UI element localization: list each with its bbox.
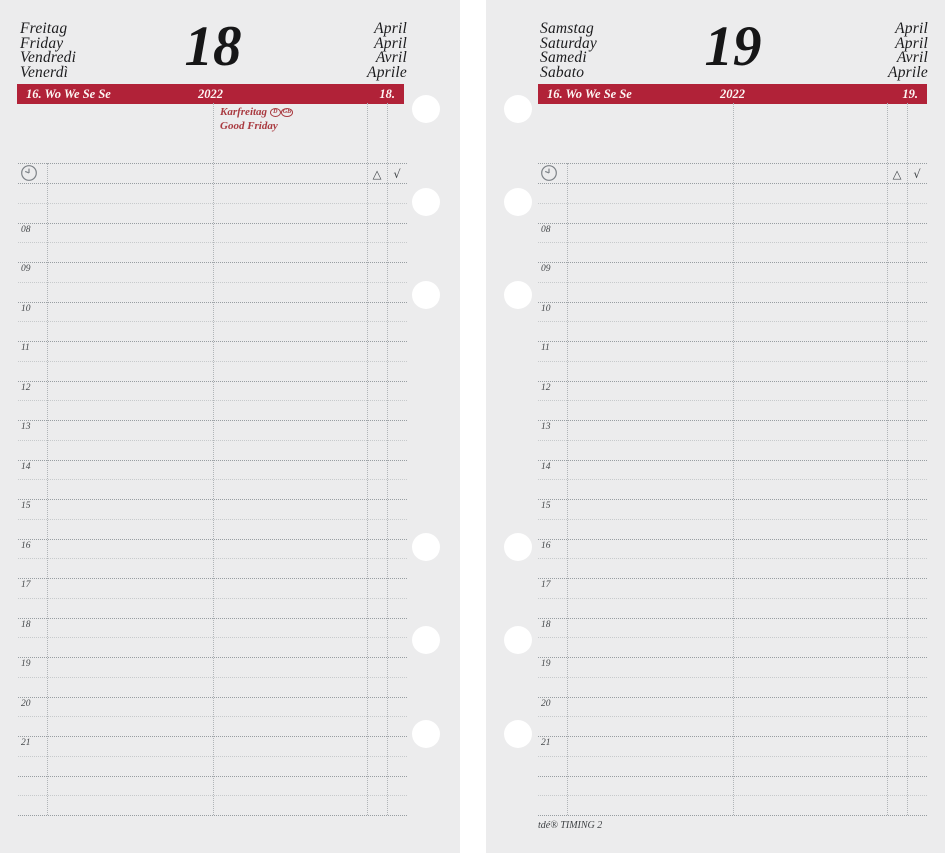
done-check-icon: √ <box>913 167 921 181</box>
grid-rule-line <box>18 578 407 579</box>
grid-rule-line <box>18 716 407 717</box>
hour-label: 13 <box>541 422 551 432</box>
grid-rule-line <box>538 795 927 796</box>
hour-label: 12 <box>21 382 31 393</box>
hour-label: 18 <box>541 619 551 630</box>
grid-rule-line <box>18 302 407 303</box>
grid-rule-line <box>538 282 927 283</box>
grid-rule-line <box>538 657 927 658</box>
grid-rule-line <box>18 203 407 204</box>
grid-rule-line <box>18 242 407 243</box>
day-name-it: Venerdì <box>20 63 69 81</box>
grid-rule-line <box>18 776 407 777</box>
grid-rule-line <box>18 341 407 342</box>
hour-label: 08 <box>21 224 31 235</box>
month-name-de: April <box>895 20 928 37</box>
hour-label: 21 <box>541 738 551 748</box>
day-name-de: Freitag <box>20 20 68 37</box>
planner-page-right <box>486 0 945 853</box>
day-names <box>540 22 597 80</box>
grid-rule-line <box>538 519 927 520</box>
grid-rule-line <box>18 163 407 164</box>
day-name-fr: Samedi <box>540 49 587 66</box>
grid-rule-line <box>18 539 407 540</box>
year-label: 2022 <box>198 86 223 101</box>
grid-rule-line <box>18 183 407 184</box>
grid-rule-line <box>18 637 407 638</box>
grid-rule-line <box>538 578 927 579</box>
priority-triangle-icon: △ <box>372 167 382 181</box>
hour-label: 12 <box>541 382 551 393</box>
year-label: 2022 <box>720 86 745 101</box>
month-name-en: April <box>895 34 928 52</box>
hour-label: 15 <box>541 501 551 511</box>
punch-hole <box>504 188 532 216</box>
grid-rule-line <box>538 262 927 263</box>
punch-hole <box>412 188 440 216</box>
hour-label: 13 <box>21 422 31 432</box>
month-name-fr: Avril <box>896 49 928 66</box>
grid-rule-line <box>538 697 927 698</box>
grid-rule-line <box>18 223 407 224</box>
holiday-line-1: Karfreitag D GB <box>220 106 292 118</box>
punch-hole <box>412 626 440 654</box>
punch-hole <box>504 281 532 309</box>
grid-rule-line <box>538 539 927 540</box>
hour-label: 19 <box>541 659 551 669</box>
month-name-fr: Avril <box>375 49 407 66</box>
grid-rule-line <box>538 361 927 362</box>
hour-label: 20 <box>541 698 551 709</box>
day-names <box>20 22 76 80</box>
week-label: 16. Wo We Se Se <box>26 86 111 101</box>
grid-rule-line <box>538 736 927 737</box>
grid-rule-line <box>18 677 407 678</box>
grid-rule-line <box>18 381 407 382</box>
brand-footer: tdé® TIMING 2 <box>538 820 603 831</box>
grid-rule-line <box>538 618 927 619</box>
date-label: 18. <box>379 86 395 101</box>
grid-rule-line <box>18 361 407 362</box>
day-name-en: Friday <box>20 34 64 52</box>
month-name-it: Aprile <box>367 63 407 81</box>
country-badge-gb: GB <box>282 109 292 115</box>
hour-label: 11 <box>541 343 550 353</box>
grid-rule-line <box>18 618 407 619</box>
grid-rule-line <box>18 815 407 816</box>
grid-rule-line <box>538 302 927 303</box>
grid-rule-line <box>538 460 927 461</box>
grid-rule-line <box>18 282 407 283</box>
day-name-fr: Vendredi <box>20 49 77 66</box>
grid-rule-line <box>538 242 927 243</box>
clock-icon <box>540 164 558 182</box>
grid-rule-line <box>538 637 927 638</box>
grid-rule-line <box>18 795 407 796</box>
grid-rule-line <box>18 400 407 401</box>
hour-label: 15 <box>21 501 31 511</box>
week-label: 16. Wo We Se Se <box>547 86 632 101</box>
punch-hole <box>504 720 532 748</box>
hour-label: 17 <box>541 580 551 590</box>
day-name-en: Saturday <box>540 34 597 52</box>
grid-rule-line <box>538 203 927 204</box>
punch-hole <box>504 626 532 654</box>
day-name-it: Sabato <box>540 63 585 81</box>
punch-hole <box>412 281 440 309</box>
grid-rule-line <box>538 223 927 224</box>
grid-rule-line <box>538 420 927 421</box>
date-label: 19. <box>902 86 918 101</box>
grid-rule-line <box>18 598 407 599</box>
done-check-icon: √ <box>393 167 401 181</box>
hour-label: 10 <box>541 303 551 314</box>
grid-rule-line <box>18 519 407 520</box>
week-banner <box>538 84 927 104</box>
hour-label: 16 <box>21 540 31 551</box>
punch-hole <box>412 720 440 748</box>
country-badge-d: D <box>270 108 281 117</box>
grid-rule-line <box>538 400 927 401</box>
hour-label: 09 <box>21 264 31 274</box>
month-name-en: April <box>374 34 407 52</box>
punch-hole <box>412 95 440 123</box>
grid-rule-line <box>538 183 927 184</box>
day-schedule-grid <box>18 163 407 815</box>
grid-rule-line <box>538 479 927 480</box>
day-name-de: Samstag <box>540 20 594 37</box>
hour-label: 19 <box>21 659 31 669</box>
grid-rule-line <box>538 776 927 777</box>
day-schedule-grid <box>538 163 927 815</box>
grid-rule-line <box>538 815 927 816</box>
punch-hole <box>504 533 532 561</box>
grid-rule-line <box>538 321 927 322</box>
grid-rule-line <box>538 341 927 342</box>
hour-label: 10 <box>21 303 31 314</box>
hour-label: 21 <box>21 738 31 748</box>
hour-label: 09 <box>541 264 551 274</box>
day-number: 18 <box>184 15 242 78</box>
week-banner <box>17 84 404 104</box>
grid-rule-line <box>18 420 407 421</box>
hour-label: 11 <box>21 343 30 353</box>
hour-label: 17 <box>21 580 31 590</box>
month-names <box>367 22 407 80</box>
hour-label: 14 <box>21 461 31 472</box>
grid-rule-line <box>18 479 407 480</box>
day-number: 19 <box>704 15 762 78</box>
hour-label: 20 <box>21 698 31 709</box>
grid-rule-line <box>18 756 407 757</box>
planner-page-left <box>0 0 460 853</box>
holiday-note <box>220 106 293 133</box>
grid-rule-line <box>538 598 927 599</box>
grid-rule-line <box>538 756 927 757</box>
grid-rule-line <box>538 558 927 559</box>
hour-label: 18 <box>21 619 31 630</box>
punch-hole <box>504 95 532 123</box>
grid-rule-line <box>538 163 927 164</box>
grid-rule-line <box>18 460 407 461</box>
grid-rule-line <box>18 736 407 737</box>
grid-rule-line <box>538 716 927 717</box>
month-name-it: Aprile <box>888 63 928 81</box>
hour-label: 14 <box>541 461 551 472</box>
hour-label: 08 <box>541 224 551 235</box>
grid-rule-line <box>18 657 407 658</box>
grid-rule-line <box>18 697 407 698</box>
month-name-de: April <box>374 20 407 37</box>
grid-rule-line <box>18 499 407 500</box>
holiday-line-2: Good Friday <box>220 119 278 132</box>
month-names <box>888 22 928 80</box>
grid-rule-line <box>18 440 407 441</box>
grid-rule-line <box>538 440 927 441</box>
grid-rule-line <box>538 381 927 382</box>
grid-rule-line <box>18 262 407 263</box>
grid-rule-line <box>18 558 407 559</box>
clock-icon <box>20 164 38 182</box>
punch-hole <box>412 533 440 561</box>
grid-rule-line <box>538 499 927 500</box>
priority-triangle-icon: △ <box>892 167 902 181</box>
grid-rule-line <box>538 677 927 678</box>
grid-rule-line <box>18 321 407 322</box>
hour-label: 16 <box>541 540 551 551</box>
